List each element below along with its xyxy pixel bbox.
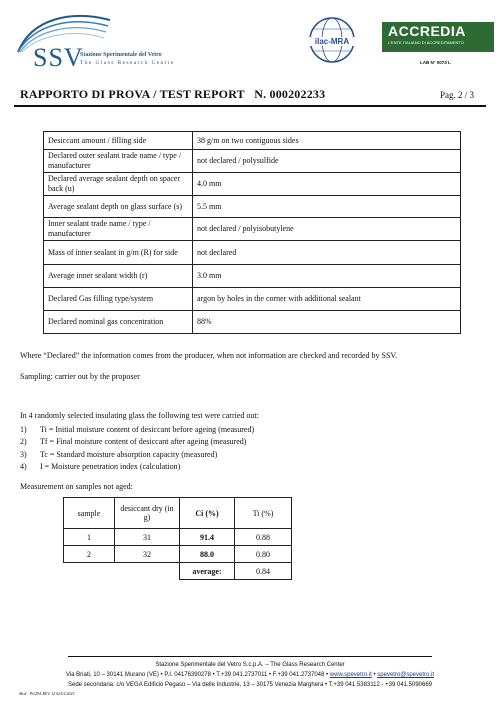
- list-item: [20, 461, 254, 473]
- ssv-logo-text: SSV: [33, 43, 84, 72]
- table-cell: 0.80: [235, 546, 292, 563]
- form-reference: Mod : PG29A REV. 12 02/01/2023: [19, 691, 75, 696]
- table-row: [44, 132, 461, 150]
- column-header: Ti (%): [235, 498, 292, 529]
- list-number: 1): [20, 425, 27, 434]
- table-cell-label: Desiccant amount / filling side: [44, 132, 193, 150]
- table-row: [44, 265, 461, 288]
- column-header: desiccant dry (in g): [115, 498, 180, 529]
- sample-details-table: [43, 131, 461, 334]
- table-cell: 88.0: [180, 546, 235, 563]
- test-intro: In 4 randomly selected insulating glass the following test were carried out:: [20, 411, 259, 420]
- list-text: Ti = Initial moisture content of desiccant before ageing (measured): [40, 425, 255, 434]
- footer-divider: [68, 656, 432, 657]
- empty-cell: [115, 563, 180, 580]
- ssv-subtitle: The Glass Research Centre: [80, 60, 175, 66]
- list-item: [20, 436, 254, 448]
- table-cell-label: Average sealant depth on glass surface (s): [44, 196, 193, 218]
- ssv-name: Stazione Sperimentale del Vetro: [80, 52, 162, 58]
- accredia-subtitle: L'ENTE ITALIANO DI ACCREDITAMENTO: [388, 40, 464, 45]
- footer-company: Stazione Sperimentale del Vetro S.c.p.A. – The Glass Research Center: [155, 662, 345, 668]
- table-row: [44, 150, 461, 173]
- measurement-title: Measurement on samples not aged:: [20, 482, 133, 491]
- column-header: sample: [64, 498, 115, 529]
- table-cell-value: not declared / polyisobutylene: [193, 218, 461, 241]
- table-cell: 31: [115, 529, 180, 546]
- list-number: 2): [20, 437, 27, 447]
- table-row: [44, 241, 461, 265]
- list-text: Tc = Standard moisture absorption capacity (measured): [40, 449, 218, 459]
- table-row: [44, 288, 461, 311]
- table-row: [64, 529, 292, 546]
- email-link[interactable]: spevetro@spevetro.it: [377, 672, 435, 678]
- list-item: [20, 424, 254, 436]
- sampling-note: Sampling: carrier out by the proposer: [20, 372, 140, 381]
- table-cell-label: Declared outer sealant trade name / type / manufacturer: [44, 150, 193, 173]
- table-cell: 1: [64, 529, 115, 546]
- table-row: [44, 173, 461, 196]
- report-title: RAPPORTO DI PROVA / TEST REPORT N. 000202233: [20, 87, 326, 101]
- lab-number: LAB N° 0073 L: [420, 60, 451, 65]
- footer-separator: •: [371, 672, 378, 678]
- table-cell-value: not declared: [193, 241, 461, 265]
- table-cell-label: Declared nominal gas concentration: [44, 311, 193, 334]
- ilac-mra-logo-icon: [304, 12, 360, 68]
- measurement-table: [63, 497, 292, 580]
- ilac-text: ilac-MRA: [314, 37, 350, 46]
- table-cell-label: Mass of inner sealant in g/m (R) for side: [44, 241, 193, 265]
- test-list: [20, 424, 254, 473]
- table-cell-label: Inner sealant trade name / type / manufacturer: [44, 218, 193, 241]
- table-cell-value: 88%: [193, 311, 461, 334]
- footer-address: Via Briati, 10 – 30141 Murano (VE) • P.I. 04176390278 • T.+39 041.2737011 • F.+39 041.2737048 •: [65, 672, 330, 678]
- table-row: [44, 218, 461, 241]
- table-cell-value: 3.0 mm: [193, 265, 461, 288]
- table-row-average: [64, 563, 292, 580]
- average-label: average:: [180, 563, 235, 580]
- table-cell: 0.88: [235, 529, 292, 546]
- website-link[interactable]: www.spevetro.it: [329, 672, 372, 678]
- declared-note: Where “Declared” the information comes from the producer, when not information are checked and recorded by SSV.: [20, 351, 398, 360]
- table-row: [44, 311, 461, 334]
- table-header-row: [64, 498, 292, 529]
- table-cell-value: not declared / polysulfide: [193, 150, 461, 173]
- table-cell-value: 5.5 mm: [193, 196, 461, 218]
- divider: [14, 105, 486, 107]
- accredia-name: ACCREDIA: [388, 23, 466, 39]
- list-item: [20, 449, 254, 461]
- table-row: [64, 546, 292, 563]
- table-cell: 2: [64, 546, 115, 563]
- table-cell-label: Declared average sealant depth on spacer back (u): [44, 173, 193, 196]
- table-cell-value: 38 g/m on two contiguous sides: [193, 132, 461, 150]
- table-cell-value: 4.0 mm: [193, 173, 461, 196]
- empty-cell: [64, 563, 115, 580]
- average-value: 0.84: [235, 563, 292, 580]
- footer-secondary-office: Sede secondaria: c/o VEGA Edificio Pegaso – Via delle Industrie, 13 – 30175 Venezia Marghera • T.+39 041.5383112 - +39 041.5090669: [67, 682, 433, 688]
- list-number: 3): [20, 449, 27, 459]
- list-number: 4): [20, 461, 27, 471]
- table-cell-label: Declared Gas filling type/system: [44, 288, 193, 311]
- list-text: Tf = Final moisture content of desiccant after ageing (measured): [40, 437, 247, 447]
- table-cell: 32: [115, 546, 180, 563]
- table-cell-label: Average inner sealant width (r): [44, 265, 193, 288]
- column-header: Ci (%): [180, 498, 235, 529]
- list-text: I = Moisture penetration index (calculation): [40, 461, 181, 471]
- table-cell-value: argon by holes in the corner with additional sealant: [193, 288, 461, 311]
- footer-contacts: [0, 672, 500, 678]
- page-number: Pag. 2 / 3: [440, 90, 475, 100]
- table-row: [44, 196, 461, 218]
- table-cell: 91.4: [180, 529, 235, 546]
